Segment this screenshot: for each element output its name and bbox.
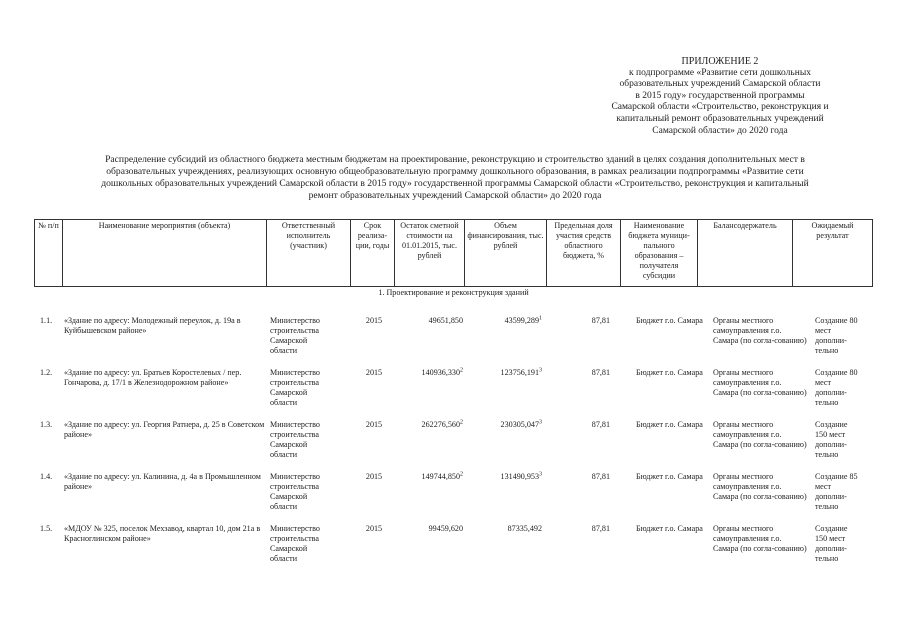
row-holder: Органы местного самоуправления г.о. Самара (по согла-сованию)	[713, 316, 807, 345]
rest-value: 140936,330	[421, 368, 460, 377]
row-budget: Бюджет г.о. Самара	[636, 524, 703, 533]
funding-value: 131490,953	[500, 472, 539, 481]
appendix-line: образовательных учреждений Самарской области	[619, 79, 821, 90]
row-executor: Министерство строительства Самарской области	[270, 472, 320, 511]
row-executor: Министерство строительства Самарской области	[270, 368, 320, 407]
funding-value: 230305,047	[500, 420, 539, 429]
funding-footnote: 3	[539, 419, 542, 426]
title-line: Распределение субсидий из областного бюджета местным бюджетам на проектирование, реконструкцию и строительство зданий в целях создания дополнительных мест в	[105, 154, 805, 165]
title-line: образовательных учреждениях, реализующих основную общеобразовательную программу дошкольного образования, в рамках реализации подпрограммы «Развитие сети	[106, 166, 804, 177]
funding-footnote: 3	[539, 367, 542, 374]
funding-footnote: 1	[539, 315, 542, 322]
row-share: 87,81	[591, 368, 610, 377]
header-name: Наименование мероприятия (объекта)	[63, 220, 267, 287]
row-rest	[396, 420, 463, 430]
row-period: 2015	[365, 524, 383, 533]
row-name: «Здание по адресу: ул. Георгия Ратнера, д. 25 в Советском районе»	[64, 420, 265, 439]
header-budget: Наименование бюджета муници-пального образования – получателя субсидии	[621, 220, 698, 287]
header-holder: Балансодержатель	[698, 220, 793, 287]
appendix-heading: ПРИЛОЖЕНИЕ 2	[681, 56, 759, 67]
subsidy-table-header	[34, 219, 873, 301]
rest-footnote: 2	[460, 471, 463, 478]
row-name: «Здание по адресу: ул. Калинина, д. 4а в Промышленном районе»	[64, 472, 261, 491]
row-funding	[466, 316, 542, 326]
row-num: 1.4.	[40, 472, 53, 481]
row-rest	[396, 524, 463, 534]
table-row	[34, 524, 872, 576]
row-budget: Бюджет г.о. Самара	[636, 316, 703, 325]
row-rest	[396, 472, 463, 482]
row-funding	[466, 420, 542, 430]
row-holder: Органы местного самоуправления г.о. Самара (по согла-сованию)	[713, 524, 807, 553]
header-executor: Ответственный исполнитель (участник)	[267, 220, 351, 287]
header-share: Предельная доля участия средств областного бюджета, %	[547, 220, 621, 287]
header-num: № п/п	[35, 220, 63, 287]
row-rest	[396, 316, 463, 326]
title-line: ремонт образовательных учреждений Самарской области» до 2020 года	[308, 190, 602, 201]
row-share: 87,81	[591, 316, 610, 325]
row-holder: Органы местного самоуправления г.о. Самара (по согла-сованию)	[713, 368, 807, 397]
rest-value: 99459,620	[428, 524, 463, 533]
appendix-line: в 2015 году» государственной программы	[635, 90, 805, 101]
row-executor: Министерство строительства Самарской области	[270, 316, 320, 355]
row-share: 87,81	[591, 524, 610, 533]
document-title	[40, 154, 870, 202]
header-funding: Объем финансирования, тыс. рублей	[465, 220, 547, 287]
appendix-line: Самарской области» до 2020 года	[652, 125, 788, 136]
row-period: 2015	[365, 420, 383, 429]
rest-footnote: 2	[460, 419, 463, 426]
row-budget: Бюджет г.о. Самара	[636, 472, 703, 481]
appendix-line: капитальный ремонт образовательных учреждений	[616, 113, 824, 124]
row-funding	[466, 368, 542, 378]
rest-value: 262276,560	[421, 420, 460, 429]
title-line: дошкольных образовательных учреждений Самарской области в 2015 году» государственной программы Самарской области «Строительство, реконструкция и капитальный	[101, 178, 809, 189]
table-row	[34, 316, 872, 368]
row-num: 1.1.	[40, 316, 53, 325]
row-name: «МДОУ № 325, поселок Мехзавод, квартал 10, дом 21а в Красноглинском районе»	[64, 524, 261, 543]
row-funding	[466, 472, 542, 482]
row-result: Создание 150 мест дополни-тельно	[815, 420, 848, 459]
row-share: 87,81	[591, 472, 610, 481]
rest-footnote: 2	[460, 367, 463, 374]
row-result: Создание 80 мест дополни-тельно	[815, 316, 858, 355]
row-holder: Органы местного самоуправления г.о. Самара (по согла-сованию)	[713, 472, 807, 501]
row-holder: Органы местного самоуправления г.о. Самара (по согла-сованию)	[713, 420, 807, 449]
row-result: Создание 150 мест дополни-тельно	[815, 524, 848, 563]
row-rest	[396, 368, 463, 378]
rest-value: 49651,850	[428, 316, 463, 325]
section-heading: 1. Проектирование и реконструкция зданий	[378, 288, 529, 297]
row-share: 87,81	[591, 420, 610, 429]
row-num: 1.3.	[40, 420, 53, 429]
header-result: Ожидаемый результат	[793, 220, 873, 287]
row-period: 2015	[365, 472, 383, 481]
row-result: Создание 80 мест дополни-тельно	[815, 368, 858, 407]
row-period: 2015	[365, 316, 383, 325]
row-name: «Здание по адресу: Молодежный переулок, д. 19а в Куйбышевском районе»	[64, 316, 241, 335]
row-budget: Бюджет г.о. Самара	[636, 420, 703, 429]
rest-value: 149744,850	[421, 472, 460, 481]
row-name: «Здание по адресу: ул. Братьев Коростелевых / пер. Гончарова, д. 17/1 в Железнодорожном районе»	[64, 368, 242, 387]
row-executor: Министерство строительства Самарской области	[270, 524, 320, 563]
row-period: 2015	[365, 368, 383, 377]
row-executor: Министерство строительства Самарской области	[270, 420, 320, 459]
table-row	[34, 472, 872, 524]
row-budget: Бюджет г.о. Самара	[636, 368, 703, 377]
funding-footnote: 3	[539, 471, 542, 478]
funding-value: 87335,492	[507, 524, 542, 533]
appendix-block	[570, 56, 870, 137]
appendix-line: Самарской области «Строительство, реконструкция и	[611, 102, 829, 113]
table-row	[34, 368, 872, 420]
funding-value: 43599,289	[504, 316, 539, 325]
row-funding	[466, 524, 542, 534]
funding-value: 123756,191	[500, 368, 539, 377]
row-num: 1.2.	[40, 368, 53, 377]
table-row	[34, 420, 872, 472]
header-rest: Остаток сметной стоимости на 01.01.2015, тыс. рублей	[395, 220, 465, 287]
header-period: Срок реализа-ции, годы	[351, 220, 395, 287]
appendix-line: к подпрограмме «Развитие сети дошкольных	[629, 67, 811, 78]
row-num: 1.5.	[40, 524, 53, 533]
row-result: Создание 85 мест дополни-тельно	[815, 472, 858, 511]
